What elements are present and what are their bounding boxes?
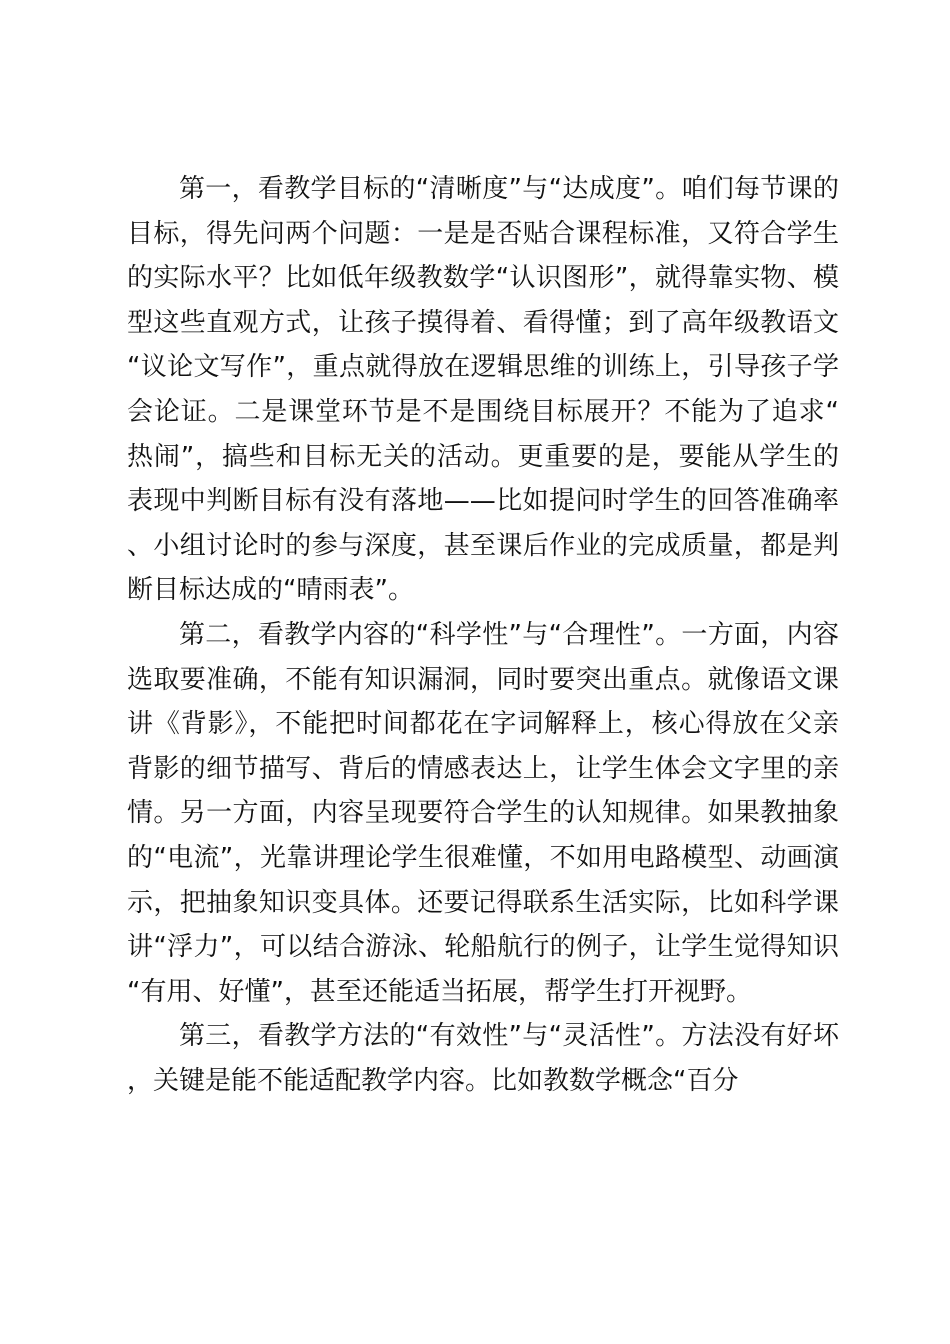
paragraph-teaching-goals: 第一，看教学目标的“清晰度”与“达成度”。咱们每节课的目标，得先问两个问题：一是是否贴合课程标准，又符合学生的实际水平？比如低年级教数学“认识图形”，就得靠实物、模型这些直观方式，让孩子摸得着、看得懂；到了高年级教语文“议论文写作”，重点就得放在逻辑思维的训练上，引导孩子学会论证。二是课堂环节是不是围绕目标展开？不能为了追求“热闹”，搞些和目标无关的活动。更重要的是，要能从学生的表现中判断目标有没有落地——比如提问时学生的回答准确率、小组讨论时的参与深度，甚至课后作业的完成质量，都是判断目标达成的“晴雨表”。 — [127, 174, 839, 606]
paragraph-teaching-methods: 第三，看教学方法的“有效性”与“灵活性”。方法没有好坏，关键是能不能适配教学内容。比如教数学概念“百分 — [127, 1021, 839, 1096]
paragraph-teaching-content: 第二，看教学内容的“科学性”与“合理性”。一方面，内容选取要准确，不能有知识漏洞，同时要突出重点。就像语文课讲《背影》，不能把时间都花在字词解释上，核心得放在父亲背影的细节描写、背后的情感表达上，让学生体会文字里的亲情。另一方面，内容呈现要符合学生的认知规律。如果教抽象的“电流”，光靠讲理论学生很难懂，不如用电路模型、动画演示，把抽象知识变具体。还要记得联系生活实际，比如科学课讲“浮力”，可以结合游泳、轮船航行的例子，让学生觉得知识“有用、好懂”，甚至还能适当拓展，帮学生打开视野。 — [127, 619, 839, 1007]
document-body — [127, 167, 839, 1103]
